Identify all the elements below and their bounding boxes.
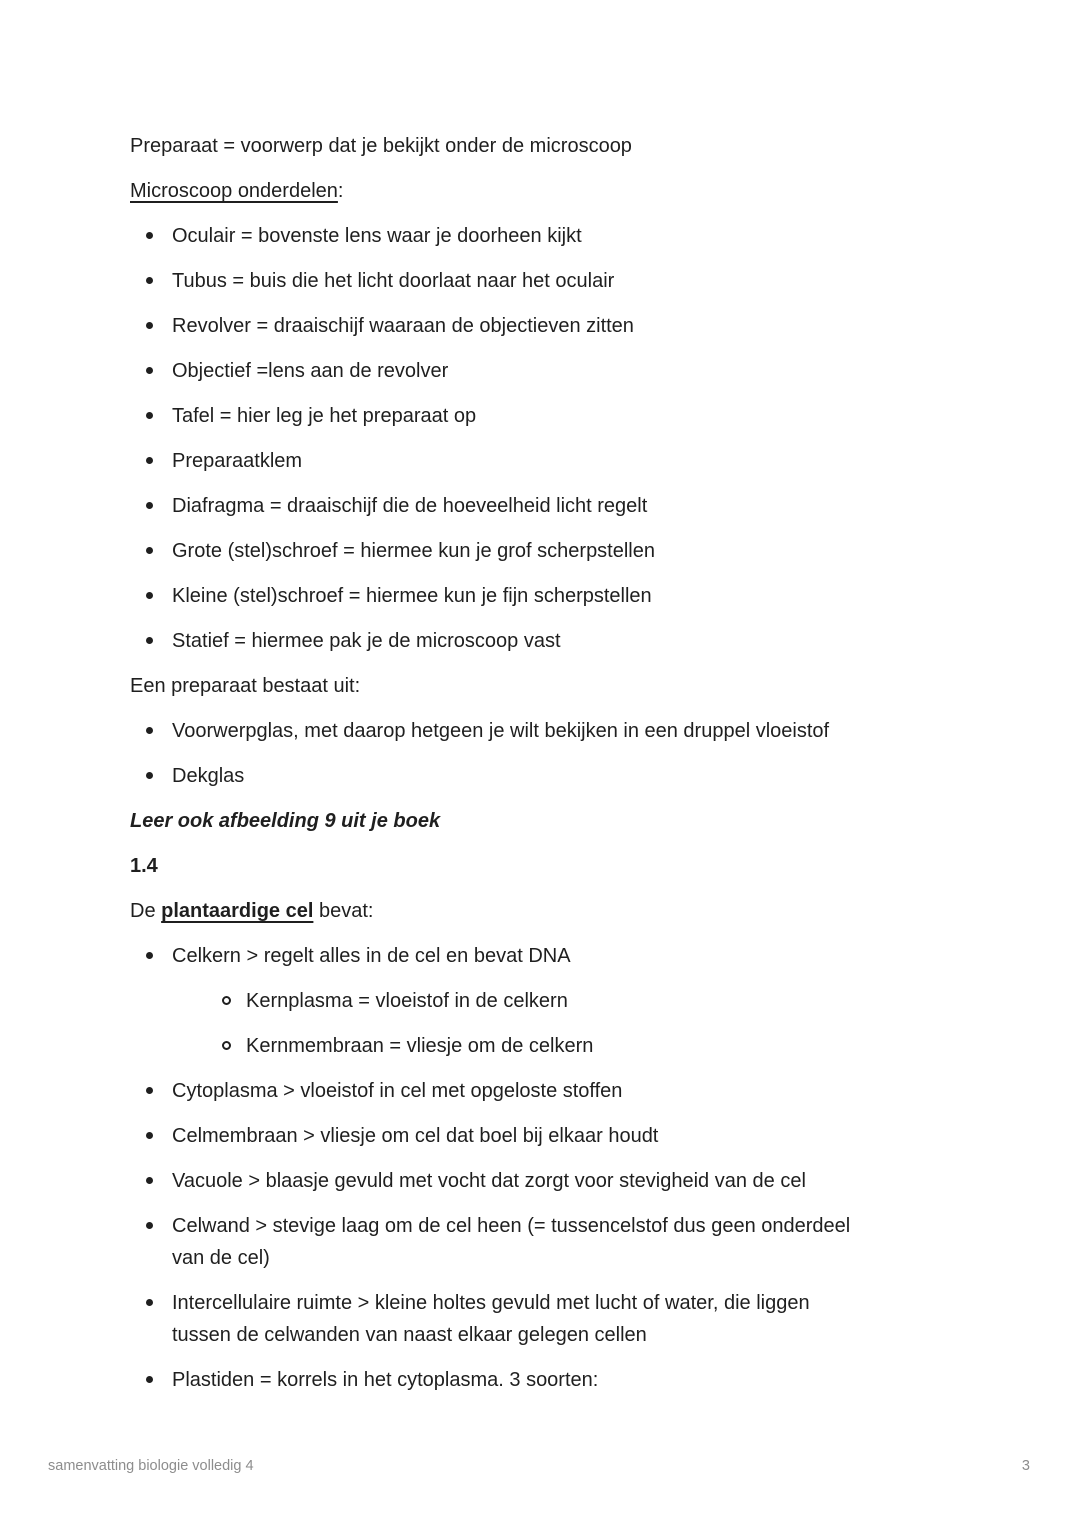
list-item-text: Celwand > stevige laag om de cel heen (= tussencelstof dus geen onderdeel van de cel) [172, 1215, 851, 1269]
list-item-text: Intercellulaire ruimte > kleine holtes gevuld met lucht of water, die liggen tussen de celwanden van naast elkaar gelegen cellen [172, 1292, 810, 1346]
list-item-text: Plastiden = korrels in het cytoplasma. 3 soorten: [172, 1369, 599, 1391]
list-item [130, 310, 862, 342]
list-item [130, 625, 862, 657]
preparaat-components-list [130, 715, 870, 792]
footer-document-title: samenvatting biologie volledig 4 [48, 1458, 254, 1474]
list-item-text: Grote (stel)schroef = hiermee kun je grof scherpstellen [172, 540, 655, 562]
list-item-text: Kleine (stel)schroef = hiermee kun je fijn scherpstellen [172, 585, 652, 607]
note-leer-afbeelding: Leer ook afbeelding 9 uit je boek [130, 810, 441, 832]
paragraph-preparaat-definition: Preparaat = voorwerp dat je bekijkt onder de microscoop [130, 135, 632, 157]
list-item [130, 400, 862, 432]
heading-plantaardige-cel [130, 895, 870, 927]
list-item [130, 220, 862, 252]
microscoop-parts-list [130, 220, 870, 657]
list-item [130, 940, 862, 1062]
list-item [130, 535, 862, 567]
plantaardige-cel-list [130, 940, 870, 1396]
list-item [130, 1075, 862, 1107]
heading-cel-prefix: De [130, 900, 162, 922]
document-content [130, 130, 870, 1409]
celkern-sublist [172, 985, 862, 1062]
list-item [130, 715, 862, 747]
list-item-text: Statief = hiermee pak je de microscoop vast [172, 630, 561, 652]
list-item-text: Celmembraan > vliesje om cel dat boel bij elkaar houdt [172, 1125, 659, 1147]
list-item-text: Kernmembraan = vliesje om de celkern [246, 1035, 594, 1057]
heading-cel-bold-text: plantaardige cel [161, 900, 314, 922]
list-item-text: Voorwerpglas, met daarop hetgeen je wilt bekijken in een druppel vloeistof [172, 720, 830, 742]
list-item [130, 580, 862, 612]
heading-microscoop-underlined-text: Microscoop onderdelen [130, 180, 338, 202]
list-item [130, 355, 862, 387]
heading-cel-suffix: bevat: [313, 900, 374, 922]
list-item [130, 1165, 862, 1197]
list-item-text: Celkern > regelt alles in de cel en bevat DNA [172, 945, 571, 967]
list-item [130, 265, 862, 297]
list-item [130, 1120, 862, 1152]
list-item [130, 1287, 862, 1351]
sub-list-item [210, 985, 862, 1017]
list-item-text: Oculair = bovenste lens waar je doorheen kijkt [172, 225, 582, 247]
list-item-text: Objectief =lens aan de revolver [172, 360, 449, 382]
list-item-text: Diafragma = draaischijf die de hoeveelheid licht regelt [172, 495, 648, 517]
list-item-text: Tafel = hier leg je het preparaat op [172, 405, 477, 427]
list-item [130, 760, 862, 792]
list-item-text: Revolver = draaischijf waaraan de objectieven zitten [172, 315, 634, 337]
page-number: 3 [1021, 1458, 1030, 1474]
list-item [130, 445, 862, 477]
list-item [130, 1364, 862, 1396]
list-item [130, 490, 862, 522]
list-item-text: Dekglas [172, 765, 245, 787]
list-item [130, 1210, 862, 1274]
list-item-text: Preparaatklem [172, 450, 303, 472]
list-item-text: Kernplasma = vloeistof in de celkern [246, 990, 568, 1012]
list-item-text: Cytoplasma > vloeistof in cel met opgeloste stoffen [172, 1080, 623, 1102]
sub-list-item [210, 1030, 862, 1062]
list-item-text: Vacuole > blaasje gevuld met vocht dat zorgt voor stevigheid van de cel [172, 1170, 806, 1192]
heading-microscoop-colon: : [337, 180, 344, 202]
heading-microscoop-onderdelen [130, 175, 870, 207]
section-heading-1-4: 1.4 [130, 855, 158, 877]
page-footer [48, 1456, 1030, 1476]
heading-preparaat-bestaat-uit: Een preparaat bestaat uit: [130, 675, 361, 697]
list-item-text: Tubus = buis die het licht doorlaat naar het oculair [172, 270, 615, 292]
